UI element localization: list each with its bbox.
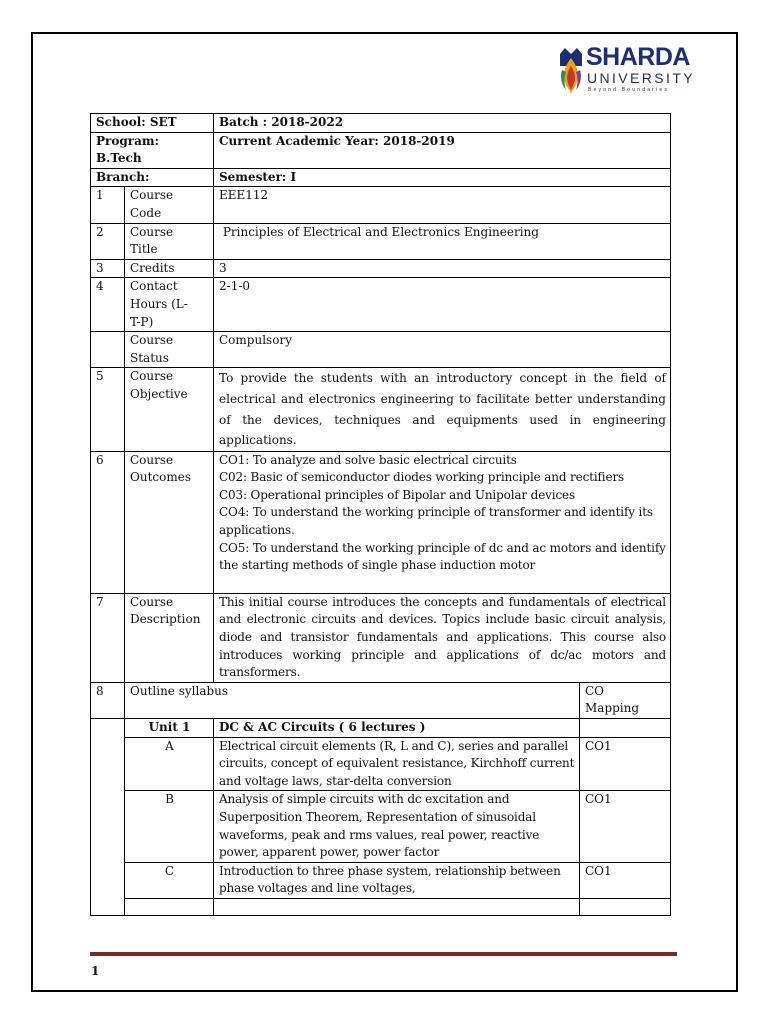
course-objective-value: To provide the students with an introductory concept in the field of electrical and electronics engineering to facilitate better understanding of the devices, techniques and equipments used in engineering applications.	[214, 368, 671, 451]
branch-cell: Branch:	[91, 168, 214, 187]
outcome-item: CO5: To understand the working principle of dc and ac motors and identify the starting methods of single phase induction motor	[219, 540, 666, 573]
row-label: Contact Hours (L-T-P)	[125, 278, 214, 332]
table-row	[91, 332, 671, 368]
empty-cell	[580, 719, 671, 738]
course-code-value: EEE112	[214, 187, 671, 223]
course-description-value: This initial course introduces the concepts and fundamentals of electrical and electronic circuits and devices. Topics include basic circuit analysis, diode and transistor fundamentals and applications. This course also introduces working principle and applications of dc/ac motors and transformers.	[214, 593, 671, 682]
table-row	[91, 593, 671, 682]
topic-row	[91, 791, 671, 862]
logo-name: SHARDA	[586, 43, 690, 71]
row-number: 5	[91, 368, 125, 451]
row-label: Course Objective	[125, 368, 214, 451]
outcome-item: C02: Basic of semiconductor diodes working principle and rectifiers	[219, 470, 625, 485]
header-row-school	[91, 114, 671, 133]
unit-title: DC & AC Circuits ( 6 lectures )	[214, 719, 580, 738]
outcome-item: C03: Operational principles of Bipolar and Unipolar devices	[219, 487, 576, 502]
course-outcomes-value	[214, 451, 671, 593]
header-row-branch	[91, 168, 671, 187]
table-row	[91, 259, 671, 278]
semester-cell: Semester: I	[214, 168, 671, 187]
row-number	[91, 332, 125, 368]
table-row	[91, 278, 671, 332]
topic-row	[91, 737, 671, 791]
table-row	[91, 187, 671, 223]
flame-emblem-icon	[556, 44, 586, 96]
page-number: 1	[91, 964, 100, 978]
row-label: Course Description	[125, 593, 214, 682]
empty-cell	[214, 898, 580, 915]
outcome-item: CO4: To understand the working principle of transformer and identify its applications.	[219, 505, 653, 538]
empty-row	[91, 898, 671, 915]
row-number: 6	[91, 451, 125, 593]
empty-cell	[580, 898, 671, 915]
row-number: 3	[91, 259, 125, 278]
topic-co: CO1	[580, 791, 671, 862]
topic-row	[91, 862, 671, 898]
row-label: Course Status	[125, 332, 214, 368]
topic-id: B	[125, 791, 214, 862]
row-label: Course Code	[125, 187, 214, 223]
row-number: 7	[91, 593, 125, 682]
table-row	[91, 451, 671, 593]
topic-co: CO1	[580, 862, 671, 898]
logo-subtitle: UNIVERSITY	[587, 70, 696, 86]
footer-divider	[90, 952, 677, 956]
outline-syllabus-label: Outline syllabus	[125, 682, 580, 718]
table-row	[91, 223, 671, 259]
academic-year-cell: Current Academic Year: 2018-2019	[214, 132, 671, 168]
empty-cell	[125, 898, 214, 915]
row-number: 1	[91, 187, 125, 223]
university-logo	[556, 43, 696, 96]
logo-tagline: Beyond Boundaries	[588, 87, 670, 93]
row-label: Course Title	[125, 223, 214, 259]
unit-row	[91, 719, 671, 738]
topic-text: Analysis of simple circuits with dc excitation and Superposition Theorem, Representation of sinusoidal waveforms, peak and rms values, real power, reactive power, apparent power, power factor	[214, 791, 580, 862]
outcome-item: CO1: To analyze and solve basic electrical circuits	[219, 452, 517, 467]
topic-text: Introduction to three phase system, relationship between phase voltages and line voltages,	[214, 862, 580, 898]
topic-id: A	[125, 737, 214, 791]
empty-cell	[91, 719, 125, 916]
course-syllabus-table	[90, 113, 671, 916]
credits-value: 3	[214, 259, 671, 278]
contact-hours-value: 2-1-0	[214, 278, 671, 332]
row-number: 2	[91, 223, 125, 259]
unit-label: Unit 1	[125, 719, 214, 738]
row-number: 4	[91, 278, 125, 332]
topic-text: Electrical circuit elements (R, L and C), series and parallel circuits, concept of equivalent resistance, Kirchhoff current and voltage laws, star-delta conversion	[214, 737, 580, 791]
program-cell: Program: B.Tech	[91, 132, 214, 168]
row-label: Course Outcomes	[125, 451, 214, 593]
school-cell: School: SET	[91, 114, 214, 133]
row-number: 8	[91, 682, 125, 718]
table-row	[91, 682, 671, 718]
course-title-value: Principles of Electrical and Electronics Engineering	[214, 223, 671, 259]
topic-id: C	[125, 862, 214, 898]
table-row	[91, 368, 671, 451]
batch-cell: Batch : 2018-2022	[214, 114, 671, 133]
topic-co: CO1	[580, 737, 671, 791]
course-status-value: Compulsory	[214, 332, 671, 368]
header-row-program	[91, 132, 671, 168]
row-label: Credits	[125, 259, 214, 278]
co-mapping-header: CO Mapping	[580, 682, 671, 718]
